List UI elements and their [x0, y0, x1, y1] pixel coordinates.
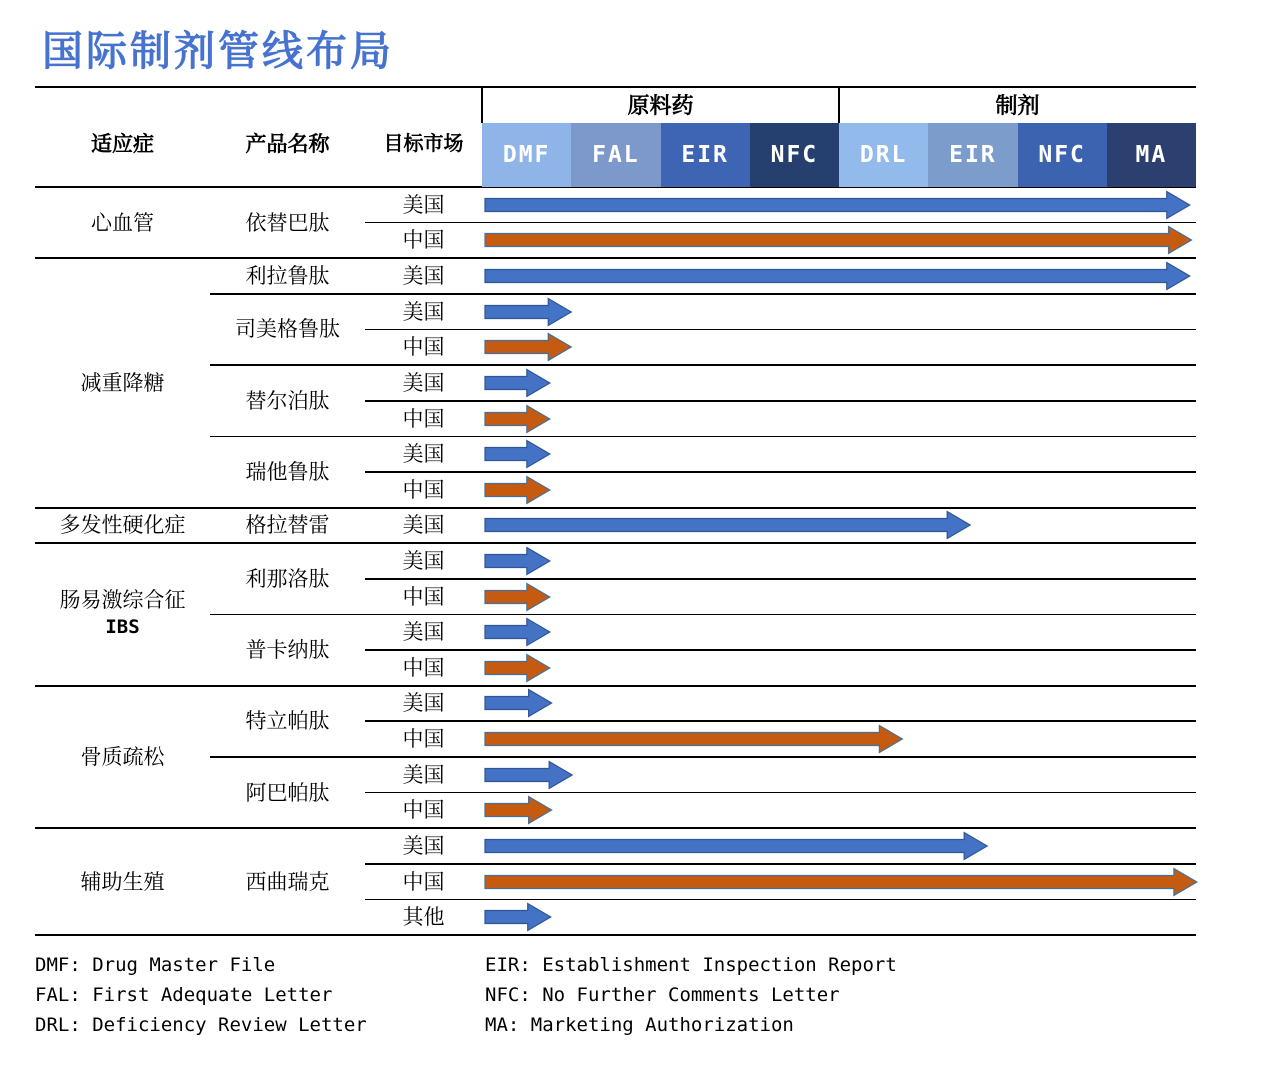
column-header-market: 目标市场 — [383, 133, 464, 155]
column-header-indication: 适应症 — [91, 132, 154, 156]
table-bottom-rule — [35, 934, 1196, 937]
pipeline-arrow — [484, 439, 553, 469]
pipeline-arrow — [484, 261, 1193, 291]
product-label: 普卡纳肽 — [245, 638, 330, 663]
indication-label — [35, 209, 210, 237]
stage-chip-label: MA — [1135, 142, 1168, 168]
pipeline-arrow — [484, 297, 575, 327]
stage-chip — [661, 123, 750, 187]
product-separator — [210, 756, 1196, 758]
stage-chip-label: DRL — [859, 142, 908, 168]
stage-chip-label: NFC — [770, 142, 819, 168]
pipeline-arrow — [484, 867, 1200, 897]
pipeline-arrow — [484, 510, 974, 540]
market-label: 美国 — [402, 299, 445, 324]
market-label: 中国 — [402, 798, 445, 823]
stage-group-label-api: 原料药 — [627, 93, 694, 118]
market-label: 美国 — [402, 264, 445, 289]
market-label: 美国 — [402, 442, 445, 467]
market-label: 中国 — [402, 655, 445, 680]
pipeline-arrow — [484, 475, 553, 505]
pipeline-arrow — [484, 582, 553, 612]
group-separator — [35, 685, 1196, 687]
stage-chip — [1107, 123, 1196, 187]
indication-label-line: 骨质疏松 — [80, 744, 165, 769]
indication-label-line: 多发性硬化症 — [59, 513, 186, 538]
market-label: 美国 — [402, 549, 445, 573]
stage-chip-label: NFC — [1038, 142, 1086, 168]
pipeline-arrow — [484, 617, 553, 647]
market-separator — [365, 899, 1196, 901]
market-label: 中国 — [402, 406, 445, 431]
stage-chip — [750, 123, 839, 187]
legend-item: EIR: Establishment Inspection Report — [485, 954, 897, 976]
product-label: 司美格鲁肽 — [235, 317, 340, 342]
product-label: 依替巴肽 — [245, 210, 330, 235]
pipeline-arrow — [484, 404, 553, 434]
product-label: 特立帕肽 — [245, 709, 330, 734]
indication-label-line: 心血管 — [91, 210, 154, 235]
pipeline-arrow — [484, 225, 1195, 255]
indication-label — [35, 511, 210, 539]
indication-label-line: 肠易激综合征 — [59, 588, 186, 613]
indication-label-line: 辅助生殖 — [80, 869, 165, 894]
product-label: 利拉鲁肽 — [245, 264, 330, 289]
legend-item: DRL: Deficiency Review Letter — [35, 1014, 367, 1036]
market-label: 美国 — [402, 620, 445, 645]
market-separator — [365, 578, 1196, 580]
product-label: 格拉替雷 — [245, 513, 330, 538]
pipeline-arrow — [484, 724, 906, 754]
market-label: 中国 — [402, 869, 445, 894]
pipeline-arrow — [484, 653, 553, 683]
stage-chip — [839, 123, 928, 187]
stage-chip-label: FAL — [592, 142, 640, 168]
product-label: 利那洛肽 — [245, 566, 330, 591]
stage-chip — [571, 123, 660, 187]
legend-item: NFC: No Further Comments Letter — [485, 984, 840, 1006]
market-label: 中国 — [402, 335, 445, 360]
pipeline-arrow — [484, 332, 575, 362]
market-label: 美国 — [402, 762, 445, 787]
legend-item: DMF: Drug Master File — [35, 954, 276, 976]
product-separator — [210, 293, 1196, 295]
indication-label — [35, 868, 210, 896]
market-separator — [365, 649, 1196, 651]
product-label: 西曲瑞克 — [245, 869, 330, 894]
market-label: 中国 — [402, 727, 445, 752]
indication-label-line: IBS — [105, 616, 140, 639]
header-top-rule — [35, 86, 1196, 89]
group-separator — [35, 257, 1196, 259]
indication-label — [35, 369, 210, 397]
column-header-product: 产品名称 — [245, 132, 330, 156]
market-separator — [365, 400, 1196, 402]
stage-chip-label: DMF — [502, 142, 551, 168]
product-separator — [210, 614, 1196, 616]
product-label: 瑞他鲁肽 — [245, 459, 330, 484]
api-left-divider — [481, 87, 483, 123]
group-separator — [35, 542, 1196, 544]
stage-group-label-formulation: 制剂 — [995, 93, 1040, 118]
legend-item: FAL: First Adequate Letter — [35, 984, 333, 1006]
market-separator — [365, 863, 1196, 865]
stage-chip — [1018, 123, 1107, 187]
market-label: 中国 — [402, 228, 445, 253]
market-label: 其他 — [402, 905, 445, 930]
market-separator — [365, 720, 1196, 722]
indication-label-line: 减重降糖 — [80, 370, 165, 395]
pipeline-arrow — [484, 546, 553, 576]
product-label: 替尔泊肽 — [245, 388, 330, 413]
legend-item: MA: Marketing Authorization — [485, 1014, 794, 1036]
indication-label — [35, 586, 210, 640]
legend — [0, 950, 1266, 1060]
market-separator — [365, 329, 1196, 331]
stage-chip — [482, 123, 571, 187]
group-separator — [35, 507, 1196, 509]
legend-column-left — [35, 950, 367, 1040]
market-separator — [365, 792, 1196, 794]
market-separator — [365, 222, 1196, 224]
pipeline-arrow — [484, 902, 554, 932]
market-separator — [365, 471, 1196, 473]
pipeline-arrow — [484, 831, 991, 861]
market-label: 美国 — [402, 513, 445, 538]
pipeline-arrow — [484, 688, 555, 718]
market-label: 美国 — [402, 691, 445, 716]
pipeline-arrow — [484, 190, 1193, 220]
pipeline-arrow — [484, 795, 555, 825]
pipeline-arrow — [484, 368, 553, 398]
legend-column-right — [485, 950, 897, 1040]
indication-label — [35, 743, 210, 771]
market-label: 美国 — [402, 833, 445, 858]
market-label: 中国 — [402, 477, 445, 502]
page-title: 国际制剂管线布局 — [42, 28, 394, 74]
market-label: 美国 — [402, 370, 445, 395]
product-separator — [210, 364, 1196, 366]
pipeline-arrow — [484, 760, 576, 790]
product-label: 阿巴帕肽 — [245, 780, 330, 805]
stage-chip-label: EIR — [681, 142, 729, 168]
market-label: 美国 — [402, 192, 445, 217]
product-separator — [210, 436, 1196, 438]
stage-chip — [928, 123, 1017, 187]
market-label: 中国 — [402, 584, 445, 609]
stage-chip-label: EIR — [949, 142, 997, 168]
group-separator — [35, 827, 1196, 829]
